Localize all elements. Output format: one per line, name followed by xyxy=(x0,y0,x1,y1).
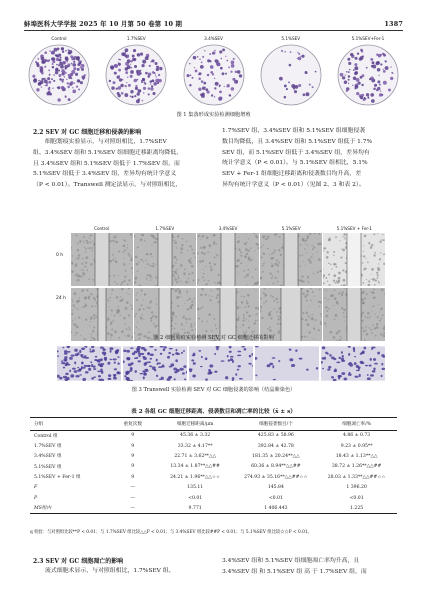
table-row xyxy=(30,472,397,482)
figure-2-labels xyxy=(70,226,386,231)
transwell-image xyxy=(255,346,320,381)
text-line: 1.7%SEV 组、3.4%SEV 组和 5.1%SEV 组细胞侵袭 xyxy=(222,128,366,134)
figure-1-plates xyxy=(28,44,399,106)
table-cell: 3.4%SEV 组 xyxy=(34,454,62,460)
table-row xyxy=(30,493,397,503)
table-cell: 13.34 ± 1.87**△△## xyxy=(170,464,220,470)
table-cell: 181.35 ± 20.24**△△ xyxy=(252,453,300,459)
table-cell: 274.93 ± 35.16**△△##☆☆ xyxy=(244,474,308,480)
table-row xyxy=(30,482,397,492)
table-cell: 9 xyxy=(131,453,135,459)
table-cell: 22.71 ± 3.62**△△ xyxy=(174,453,217,459)
table-cell: <0.01 xyxy=(349,495,364,501)
scratch-image xyxy=(71,233,133,286)
table-cell: P xyxy=(34,495,38,501)
row-label-24h: 24 h xyxy=(56,296,67,301)
fig1-label-sev51-fer1: 5.1%SEV+Fer-1 xyxy=(351,36,385,41)
table-cell: 24.21 ± 1.96**△△☆☆ xyxy=(170,474,221,480)
text-line: 5.1%SEV 组低于 3.4%SEV 组，差异均有统计学意义 xyxy=(33,171,177,178)
table-cell: 9 xyxy=(131,464,135,470)
table-cell: 145.84 xyxy=(267,485,284,491)
fig1-label-sev51: 5.1%SEV xyxy=(281,36,301,41)
section-2-3-right-text xyxy=(222,556,400,578)
colony-plate-sev34 xyxy=(183,44,245,106)
table-row xyxy=(30,441,397,451)
table-cell: 9 xyxy=(131,433,135,439)
transwell-image xyxy=(321,346,386,381)
colony-plate-sev51-fer1 xyxy=(337,44,399,106)
text-line: 数目均降低，且 3.4%SEV 组和 5.1%SEV 组低于 1.7% xyxy=(222,138,373,145)
table-row xyxy=(30,451,397,461)
table-cell: MS组内 xyxy=(30,503,111,513)
table-cell: 9.23 ± 0.95** xyxy=(340,443,373,449)
text-line: SEV 组，而 5.1%SEV 组低于 3.4%SEV 组，差异均有 xyxy=(222,149,370,156)
table-2 xyxy=(30,417,397,514)
section-2-3-title: 2.3 SEV 对 GC 细胞凋亡的影响 xyxy=(33,558,124,565)
table-cell: 45.36 ± 3.32 xyxy=(180,433,211,439)
text-line: 3.4%SEV 组和 5.1%SEV 组细胞凋亡率均升高，且 xyxy=(222,558,360,564)
table-header-row xyxy=(30,418,397,431)
column-header: 细胞迁移距离/μm xyxy=(155,418,236,431)
table-cell: — xyxy=(130,495,136,501)
page-number: 1387 xyxy=(384,20,403,28)
figure-3-transwell xyxy=(56,346,386,381)
colony-plate-sev17 xyxy=(105,44,167,106)
column-header: 分组 xyxy=(30,418,111,431)
table-row xyxy=(30,462,397,472)
transwell-image xyxy=(123,346,188,381)
column-header: 细胞凋亡率/% xyxy=(316,418,397,431)
table-cell: <0.01 xyxy=(188,495,203,501)
table-cell: 5.1%SEV 组 xyxy=(34,464,62,470)
scratch-row-0h xyxy=(70,233,386,286)
table-cell: F xyxy=(34,485,38,491)
scratch-image xyxy=(134,233,196,286)
table-row xyxy=(30,503,397,513)
column-header: 重复次数 xyxy=(111,418,155,431)
row-label-0h: 0 h xyxy=(56,253,64,258)
table-cell: 9 xyxy=(131,474,135,480)
text-line: 组、3.4%SEV 组和 5.1%SEV 组细胞迁移距离均降低， xyxy=(33,149,183,156)
fig1-label-sev17: 1.7%SEV xyxy=(126,36,146,41)
running-header xyxy=(24,16,403,28)
figure-1-labels xyxy=(28,36,399,44)
table-2-footnote: q 检验：与对照组比较**P < 0.01；与 1.7%SEV 组比较△△P < 0.01；与 3.4%SEV 组比较##P < 0.01；与 5.1%SEV 组比较☆☆P < 0.01。 xyxy=(30,530,312,535)
table-2-title: 表 2 各组 GC 细胞迁移距离、侵袭数目和凋亡率的比较（x̄ ± s） xyxy=(131,409,296,415)
text-line: 3.4%SEV 组 和 5.1%SEV 组 高 于 1.7%SEV 组，而 xyxy=(222,568,367,575)
scratch-image xyxy=(260,233,322,286)
table-cell: 38.72 ± 1.26**△△## xyxy=(331,464,382,470)
table-cell: — xyxy=(111,503,155,513)
table-cell: 425.83 ± 58.96 xyxy=(257,433,294,439)
table-cell: 4.86 ± 0.73 xyxy=(343,433,371,439)
figure-2-caption: 图 2 细胞划痕实验检测 SEV 对 GC 细胞迁移的影响 xyxy=(153,335,274,341)
section-2-2-right-text xyxy=(222,126,400,191)
text-line: （P < 0.01）。Transwell 测定法显示，与对照组相比， xyxy=(33,182,182,189)
table-cell: 9 xyxy=(131,443,135,449)
figure-3-caption: 图 3 Transwell 实验检测 SEV 对 GC 细胞侵袭的影响（结晶紫染色） xyxy=(131,387,296,393)
table-cell: 1.7%SEV 组 xyxy=(34,444,62,450)
fig2-label-sev51: 5.1%SEV xyxy=(281,226,301,231)
section-2-2-left-text xyxy=(33,137,211,191)
fig2-label-sev34: 3.4%SEV xyxy=(218,226,238,231)
table-cell: 33.32 ± 4.17** xyxy=(177,443,213,449)
table-cell: — xyxy=(130,485,136,491)
column-header: 细胞侵袭数目/个 xyxy=(236,418,317,431)
section-2-3-left-text xyxy=(33,566,211,577)
table-cell: 5.1%SEV + Fer-1 组 xyxy=(34,475,81,481)
table-cell: Control 组 xyxy=(34,433,58,439)
fig2-label-control: Control xyxy=(94,226,110,231)
transwell-image xyxy=(57,346,122,381)
fig2-label-sev17: 1.7%SEV xyxy=(155,226,175,231)
text-line: SEV + Fer-1 组细胞迁移距离和侵袭数目均升高，差 xyxy=(222,171,362,178)
transwell-image xyxy=(189,346,254,381)
scratch-image xyxy=(323,233,385,286)
text-line: 异均有统计学意义（P < 0.01）（见图 2、3 和表 2）。 xyxy=(222,181,365,188)
text-line: 流式细胞术显示，与对照组相比，1.7%SEV 组、 xyxy=(45,568,175,574)
text-line: 统计学意义（P < 0.01）。与 5.1%SEV 组相比，5.1% xyxy=(222,160,368,167)
section-2-2-title: 2.2 SEV 对 GC 细胞迁移和侵袭的影响 xyxy=(33,129,142,136)
figure-1-caption: 图 1 集落形成实验检测细胞增殖 xyxy=(176,112,251,118)
table-cell: 9.771 xyxy=(155,503,236,513)
table-cell: 1 396.20 xyxy=(346,485,367,491)
header-rule xyxy=(24,30,403,31)
fig2-label-sev51-fer1: 5.1%SEV + Fer-1 xyxy=(336,226,373,231)
table-row xyxy=(30,431,397,441)
table-cell: <0.01 xyxy=(268,495,283,501)
scratch-image xyxy=(197,233,259,286)
table-cell: 18.43 ± 1.13**△△ xyxy=(335,453,378,459)
colony-plate-sev51 xyxy=(260,44,322,106)
table-cell: 392.84 ± 42.78 xyxy=(257,443,294,449)
colony-plate-control xyxy=(28,44,90,106)
journal-title: 蚌埠医科大学学报 2025 年 10 月第 50 卷第 10 期 xyxy=(24,20,183,28)
table-cell: 60.36 ± 8.94**△△## xyxy=(251,464,301,470)
text-line: 且 3.4%SEV 组和 5.1%SEV 组低于 1.7%SEV 组，而 xyxy=(33,160,180,167)
text-line: 细胞划痕实验显示，与对照组相比，1.7%SEV xyxy=(45,139,167,145)
table-cell: 1 406.443 xyxy=(236,503,317,513)
fig1-label-control: Control xyxy=(51,36,67,41)
table-cell: 1.225 xyxy=(316,503,397,513)
table-cell: 28.03 ± 1.33**△△##☆☆ xyxy=(327,474,386,480)
table-cell: 135.11 xyxy=(187,485,204,491)
fig1-label-sev34: 3.4%SEV xyxy=(204,36,223,41)
